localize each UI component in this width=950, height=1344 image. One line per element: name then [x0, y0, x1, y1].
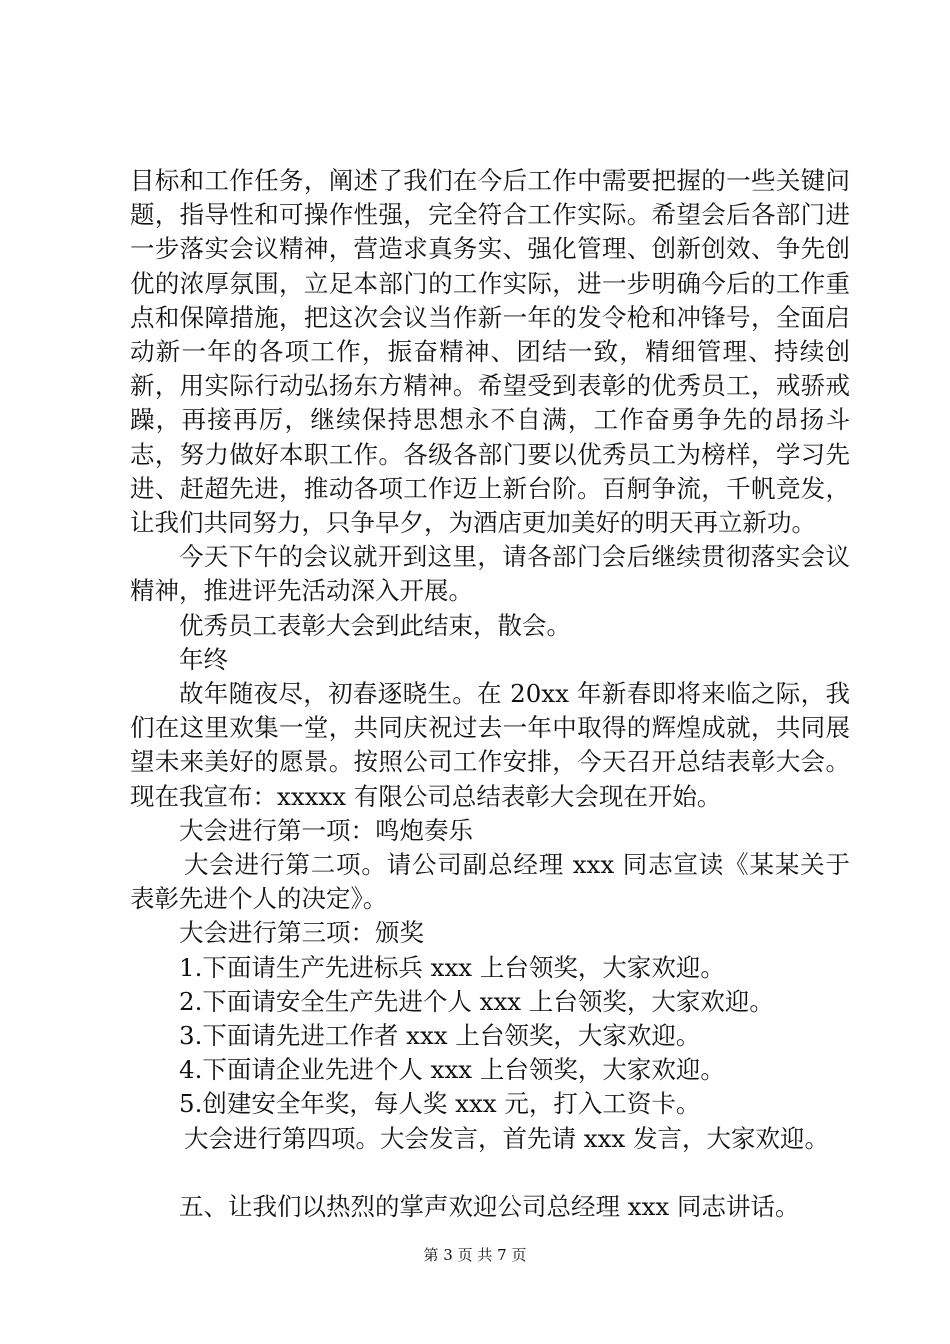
award-item-3: 3.下面请先进工作者 xxx 上台领奖，大家欢迎。: [179, 1021, 701, 1051]
award-item-4: 4.下面请企业先进个人 xxx 上台领奖，大家欢迎。: [179, 1055, 725, 1085]
agenda-item-2: 大会进行第二项。请公司副总经理 xxx 同志宣读《某某关于表彰先进个人的决定》。: [130, 850, 850, 914]
section-heading-year-end: 年终: [179, 644, 228, 674]
award-item-2: 2.下面请安全生产先进个人 xxx 上台领奖，大家欢迎。: [179, 986, 774, 1016]
award-item-5: 5.创建安全年奖，每人奖 xxx 元，打入工资卡。: [179, 1089, 701, 1119]
paragraph-closing-remarks: 目标和工作任务，阐述了我们在今后工作中需要把握的一些关键问题，指导性和可操作性强，完全符合工作实际。希望会后各部门进一步落实会议精神，营造求真务实、强化管理、创新创效、争先创优的浓厚氛围，立足本部门的工作实际，进一步明确今后的工作重点和保障措施，把这次会议当作新一年的发令枪和冲锋号，全面启动新一年的各项工作，振奋精神、团结一致，精细管理、持续创新，用实际行动弘扬东方精神。希望受到表彰的优秀员工，戒骄戒躁，再接再厉，继续保持思想永不自满，工作奋勇争先的昂扬斗志，努力做好本职工作。各级各部门要以优秀员工为榜样，学习先进、赶超先进，推动各项工作迈上新台阶。百舸争流，千帆竞发，让我们共同努力，只争早夕，为酒店更加美好的明天再立新功。: [130, 166, 850, 538]
page-footer: 第 3 页 共 7 页: [423, 1246, 527, 1264]
paragraph-adjourn: 优秀员工表彰大会到此结束，散会。: [179, 610, 571, 640]
document-body: [130, 164, 850, 1224]
agenda-item-3: 大会进行第三项：颁奖: [179, 918, 424, 948]
award-item-1: 1.下面请生产先进标兵 xxx 上台领奖，大家欢迎。: [179, 952, 725, 982]
agenda-item-1: 大会进行第一项：鸣炮奏乐: [179, 815, 473, 845]
agenda-item-5: 五、让我们以热烈的掌声欢迎公司总经理 xxx 同志讲话。: [179, 1191, 800, 1221]
paragraph-opening: 故年随夜尽，初春逐晓生。在 20xx 年新春即将来临之际，我们在这里欢集一堂，共同庆祝过去一年中取得的辉煌成就，共同展望未来美好的愿景。按照公司工作安排，今天召开总结表彰大会。现在我宣布：xxxxx 有限公司总结表彰大会现在开始。: [130, 679, 850, 811]
paragraph-meeting-end: 今天下午的会议就开到这里，请各部门会后继续贯彻落实会议精神，推进评先活动深入开展。: [130, 542, 850, 606]
blank-line: [130, 1156, 850, 1190]
agenda-item-4: 大会进行第四项。大会发言，首先请 xxx 发言，大家欢迎。: [184, 1123, 830, 1153]
